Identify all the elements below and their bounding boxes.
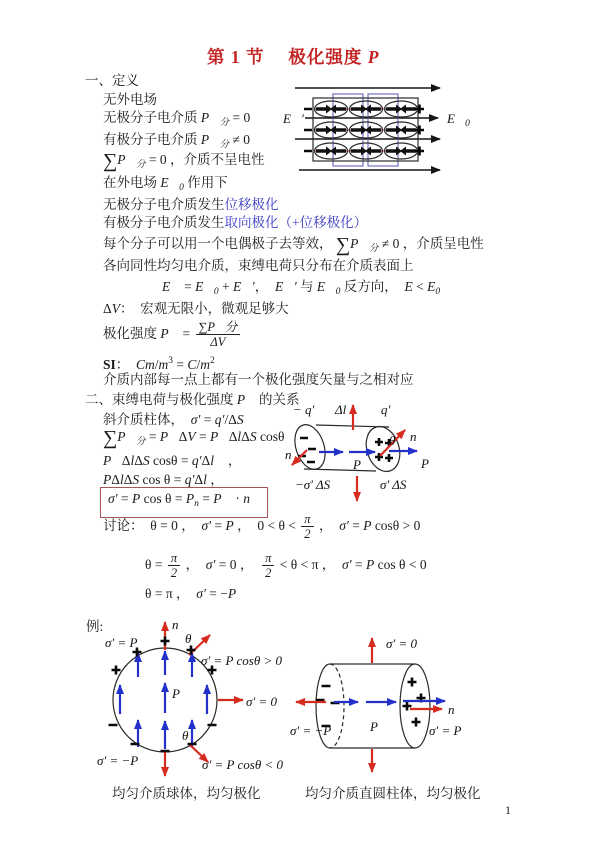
- line-equation-3: PΔlΔS cos θ = q′Δl ，: [103, 472, 224, 487]
- molecule-rows: [315, 101, 418, 159]
- label-sigma-zero: σ′ = 0: [246, 694, 278, 709]
- label-sigma-zero: σ′ = 0: [386, 636, 418, 651]
- polarized-cylinder-figure: [290, 630, 515, 778]
- label-neg-q: − q′: [293, 402, 315, 417]
- minus-charge: [304, 109, 312, 151]
- line-si-units: SI： $Cm/m^3 = C/m^2$: [103, 356, 215, 372]
- label-sigma-p: σ′ = P: [105, 635, 138, 650]
- p-vectors: [120, 651, 207, 749]
- minus-charge: [316, 686, 340, 726]
- line-discussion-2: θ = $\frac{\pi}{2}$ ， σ′ = 0 ， $\frac{\pi}{2}$ < θ < π ， σ′ = P cos θ < 0: [145, 551, 427, 581]
- line-discussion-3: θ = π ， σ′ = −P: [145, 586, 237, 601]
- molecular-polarization-figure: [275, 82, 520, 194]
- sigma-formula-box: σ′ = P $\cos \theta = P_n$ = P⃗ · n⃗: [100, 487, 268, 518]
- label-p-mid: P⃗: [353, 457, 372, 472]
- label-p-right: P⃗: [421, 456, 440, 471]
- label-n: n⃗: [172, 617, 189, 632]
- oblique-cylinder-figure: [285, 398, 520, 508]
- line-displacement-polarization: 无极分子电介质发生位移极化: [103, 197, 279, 212]
- label-e-prime: E⃗′: [283, 111, 304, 126]
- label-sigma-negative: σ′ = P cosθ < 0: [202, 757, 283, 772]
- polarized-sphere-figure: [85, 613, 300, 783]
- label-e0: $E⃗_0$: [447, 111, 470, 129]
- label-sigma-neg-p: σ′ = −P: [290, 723, 332, 738]
- example-label: 例:: [86, 619, 104, 634]
- label-neg-sigma-ds: −σ′ ΔS: [295, 477, 331, 492]
- line-delta-v: ΔV： 宏观无限小，微观足够大: [103, 301, 289, 316]
- page-number: 1: [505, 803, 511, 817]
- label-theta-top: θ: [185, 631, 192, 646]
- line-no-external-field: 无外电场: [103, 92, 157, 107]
- label-n: n⃗: [448, 702, 465, 717]
- line-isotropic: 各向同性均匀电介质，束缚电荷只分布在介质表面上: [103, 258, 414, 273]
- line-sum-equation: $\sum P⃗_分$ = P⃗ΔV = P⃗ΔlΔS cosθ: [103, 427, 285, 449]
- line-dipole-equivalent: 每个分子可以用一个电偶极子去等效， $\sum P⃗_分 \ne 0$ ，介质呈电性: [103, 234, 484, 256]
- label-sigma-ds: σ′ ΔS: [380, 477, 407, 492]
- line-equation-2: P⃗ΔlΔS cosθ = q′Δl⃗ ，: [103, 453, 242, 468]
- line-sum-zero: $\sum P⃗_分 = 0$ ，介质不呈电性: [103, 150, 265, 172]
- label-sigma-neg-p: σ′ = −P: [97, 753, 139, 768]
- line-polarization-definition: 极化强度 P⃗ = $\frac{\text{∑P⃗分}}{\Delta V}$: [103, 320, 242, 350]
- section2-heading: 二、束缚电荷与极化强度 P⃗ 的关系: [85, 392, 300, 407]
- line-oblique-cylinder: 斜介质柱体， σ′ = q′/ΔS: [103, 412, 244, 427]
- label-sigma-positive: σ′ = P cosθ > 0: [201, 653, 282, 668]
- label-q: q′: [381, 402, 391, 417]
- cylinder-caption: 均匀介质直圆柱体，均匀极化: [305, 786, 481, 801]
- line-discussion-1: 讨论： θ = 0 ， σ′ = P ， 0 < θ < $\frac{\pi}{2}$ ， σ′ = P cosθ > 0: [103, 512, 421, 542]
- label-delta-l: Δl: [335, 402, 347, 417]
- sphere-caption: 均匀介质球体，均匀极化: [112, 786, 261, 801]
- line-nonpolar-molecule: 无极分子电介质 $P⃗_分 = 0$: [103, 110, 251, 128]
- label-n-left: n⃗: [285, 447, 302, 462]
- section1-heading: 一、定义: [85, 73, 139, 88]
- line-under-external-field: 在外电场 $E⃗_0$ 作用下: [103, 175, 228, 193]
- line-every-point: 介质内部每一点上都有一个极化强度矢量与之相对应: [103, 372, 414, 387]
- label-n-right: n⃗: [410, 429, 427, 444]
- left-face-back: [330, 664, 344, 748]
- label-theta: θ: [389, 433, 396, 448]
- label-p: P⃗: [370, 719, 389, 734]
- line-field-equation: E⃗ = $E⃗_0$ + E⃗′， E⃗′ 与 $E⃗_0$ 反方向， $E < E_0$: [162, 279, 441, 297]
- line-polar-molecule: 有极分子电介质 $P⃗_分 \ne 0$: [103, 132, 251, 150]
- label-theta-bottom: θ: [182, 728, 189, 743]
- label-p: P⃗: [172, 686, 191, 701]
- page-title: 第 1 节 极化强度 P⃗: [206, 47, 394, 67]
- label-sigma-p: σ′ = P: [429, 723, 462, 738]
- line-orientation-polarization: 有极分子电介质发生取向极化（+位移极化）: [103, 215, 368, 230]
